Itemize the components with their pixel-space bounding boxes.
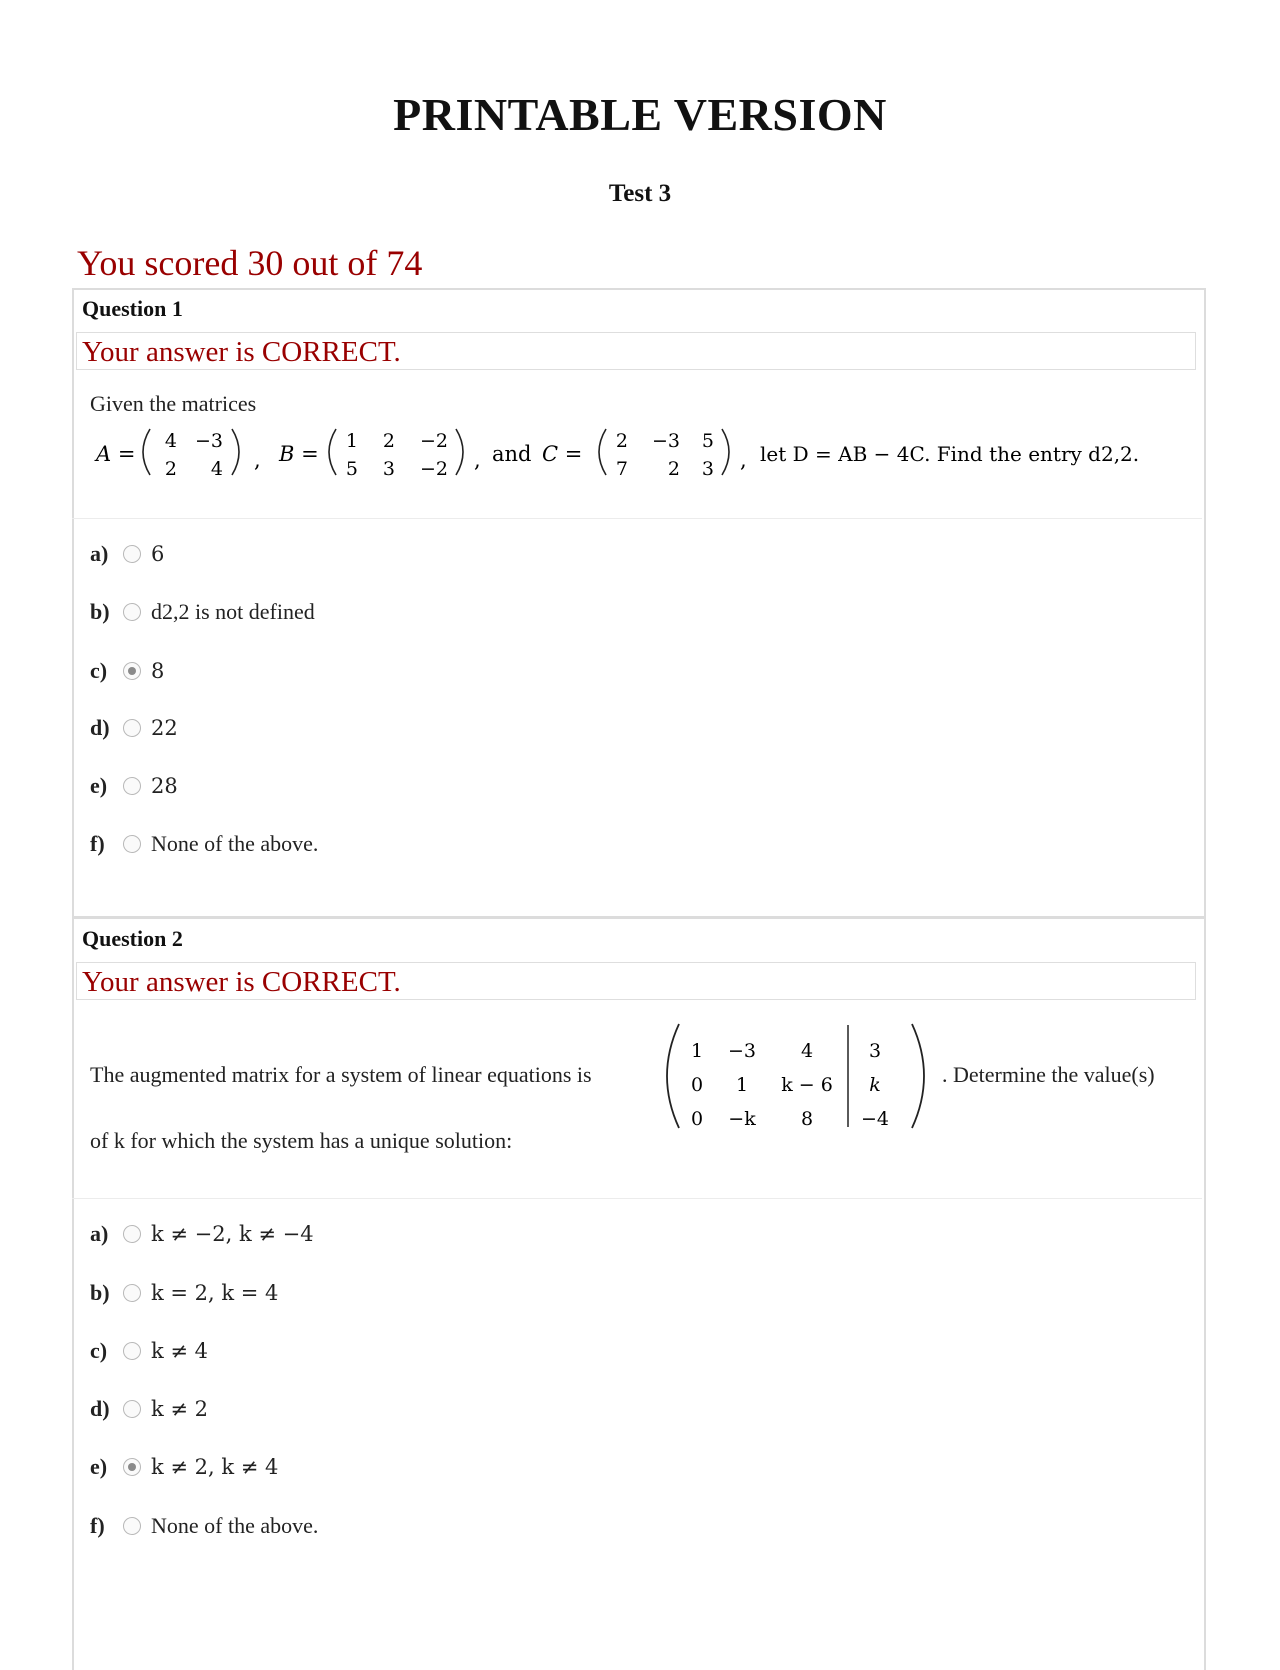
- choice-letter: a): [90, 1221, 109, 1246]
- matrix-b-cell: 5: [345, 458, 358, 480]
- choice-f[interactable]: [90, 827, 318, 861]
- divider: [72, 1198, 1202, 1199]
- radio-button[interactable]: [123, 835, 141, 853]
- matrix-cell: k: [869, 1074, 881, 1096]
- choice-text: 8: [151, 659, 165, 683]
- choice-letter: f): [90, 831, 105, 856]
- matrix-c-cell: 3: [701, 458, 714, 480]
- radio-button[interactable]: [123, 603, 141, 621]
- matrix-cell: k − 6: [781, 1074, 833, 1096]
- choice-text: 28: [151, 774, 178, 798]
- question-header: Question 1: [82, 296, 183, 321]
- matrix-c-cell: 2: [667, 458, 680, 480]
- radio-button[interactable]: [123, 545, 141, 563]
- choice-b[interactable]: [90, 1276, 278, 1310]
- choice-text: k ≠ 2: [151, 1397, 209, 1421]
- choice-a[interactable]: [90, 537, 164, 571]
- radio-button[interactable]: [123, 662, 141, 680]
- matrix-a-cell: −3: [194, 430, 223, 452]
- choice-letter: b): [90, 599, 110, 624]
- matrix-cell: 0: [690, 1108, 704, 1130]
- matrix-cell: 1: [690, 1040, 704, 1062]
- question-header: Question 2: [82, 926, 183, 951]
- choice-d[interactable]: [90, 711, 178, 745]
- radio-button[interactable]: [123, 777, 141, 795]
- page-title: PRINTABLE VERSION: [393, 89, 887, 140]
- choice-b[interactable]: [90, 595, 315, 629]
- matrix-c-cell: 7: [615, 458, 628, 480]
- choice-text: k ≠ 4: [151, 1339, 209, 1363]
- matrix-b-cell: −2: [419, 430, 448, 452]
- matrix-a-cell: 4: [164, 430, 177, 452]
- matrix-a-right-paren: [232, 429, 239, 475]
- matrix-cell: 3: [868, 1040, 882, 1062]
- matrix-cell: 8: [800, 1108, 814, 1130]
- matrix-b-label: B =: [279, 442, 319, 466]
- question-divider: [72, 916, 1204, 919]
- matrix-c-label: C =: [542, 442, 583, 466]
- and-label: and: [492, 442, 532, 466]
- choice-letter: c): [90, 1338, 108, 1363]
- choice-text: d2,2 is not defined: [151, 599, 315, 624]
- matrix-b-cell: −2: [419, 458, 448, 480]
- choice-letter: f): [90, 1513, 105, 1538]
- radio-button[interactable]: [123, 1517, 141, 1535]
- matrix-a-label: A =: [96, 442, 136, 466]
- comma: ,: [474, 448, 481, 472]
- matrix-b-right-paren: [456, 429, 463, 475]
- comma: ,: [740, 448, 747, 472]
- radio-button[interactable]: [123, 1400, 141, 1418]
- matrix-b-cell: 3: [382, 458, 395, 480]
- choice-text: None of the above.: [151, 831, 319, 856]
- radio-button[interactable]: [123, 1458, 141, 1476]
- choice-d[interactable]: [90, 1392, 208, 1426]
- matrix-c-right-paren: [722, 429, 729, 475]
- choice-f[interactable]: [90, 1509, 318, 1543]
- choice-text: None of the above.: [151, 1513, 319, 1538]
- radio-button[interactable]: [123, 719, 141, 737]
- matrix-cell: −3: [727, 1040, 757, 1062]
- choice-letter: b): [90, 1280, 110, 1305]
- choice-letter: a): [90, 541, 109, 566]
- choice-c[interactable]: [90, 654, 164, 688]
- radio-button[interactable]: [123, 1284, 141, 1302]
- matrix-b-left-paren: [329, 429, 336, 475]
- choice-letter: d): [90, 715, 110, 740]
- question-1: [72, 290, 1204, 910]
- matrix-a-cell: 4: [210, 458, 223, 480]
- answer-result: Your answer is CORRECT.: [76, 962, 1196, 1000]
- matrix-c-cell: 2: [615, 430, 628, 452]
- question-1-matrices: [72, 416, 1202, 488]
- choice-text: k ≠ −2, k ≠ −4: [151, 1222, 314, 1246]
- choice-text: k ≠ 2, k ≠ 4: [151, 1455, 279, 1479]
- augmented-matrix: [652, 1021, 952, 1131]
- question-2: [72, 920, 1204, 1650]
- matrix-cell: 0: [690, 1074, 704, 1096]
- matrix-c-left-paren: [599, 429, 606, 475]
- choice-text: 6: [151, 542, 165, 566]
- test-name: Test 3: [608, 180, 672, 207]
- comma: ,: [254, 448, 261, 472]
- matrix-b-cell: 2: [382, 430, 395, 452]
- divider: [72, 518, 1202, 519]
- matrix-right-paren: [912, 1024, 924, 1128]
- matrix-cell: −4: [860, 1108, 890, 1130]
- matrix-b-cell: 1: [345, 430, 358, 452]
- answer-result: Your answer is CORRECT.: [76, 332, 1196, 370]
- choice-text: 22: [151, 716, 178, 740]
- matrix-a-cell: 2: [164, 458, 177, 480]
- choice-text: k = 2, k = 4: [151, 1281, 279, 1305]
- matrix-left-paren: [667, 1024, 679, 1128]
- choice-e[interactable]: [90, 769, 178, 803]
- choice-letter: d): [90, 1396, 110, 1421]
- matrix-c-cell: −3: [651, 430, 680, 452]
- radio-button[interactable]: [123, 1225, 141, 1243]
- choice-c[interactable]: [90, 1334, 208, 1368]
- choice-letter: e): [90, 773, 108, 798]
- choice-letter: e): [90, 1454, 108, 1479]
- radio-button[interactable]: [123, 1342, 141, 1360]
- question-stem-line2: of k for which the system has a unique solution:: [90, 1128, 513, 1153]
- question-stem-intro: Given the matrices: [90, 391, 257, 416]
- matrix-a-left-paren: [143, 429, 150, 475]
- choice-a[interactable]: [90, 1217, 314, 1251]
- question-stem-tail: let D = AB − 4C. Find the entry d2,2.: [760, 442, 1140, 466]
- matrix-cell: 1: [735, 1074, 749, 1096]
- choice-e[interactable]: [90, 1450, 278, 1484]
- choice-letter: c): [90, 658, 108, 683]
- matrix-c-cell: 5: [701, 430, 714, 452]
- question-stem-intro: The augmented matrix for a system of linear equations is: [90, 1062, 592, 1087]
- question-stem-after: . Determine the value(s): [942, 1062, 1155, 1087]
- matrix-cell: −k: [728, 1108, 756, 1130]
- matrix-cell: 4: [800, 1040, 814, 1062]
- score-text: You scored 30 out of 74: [77, 243, 423, 283]
